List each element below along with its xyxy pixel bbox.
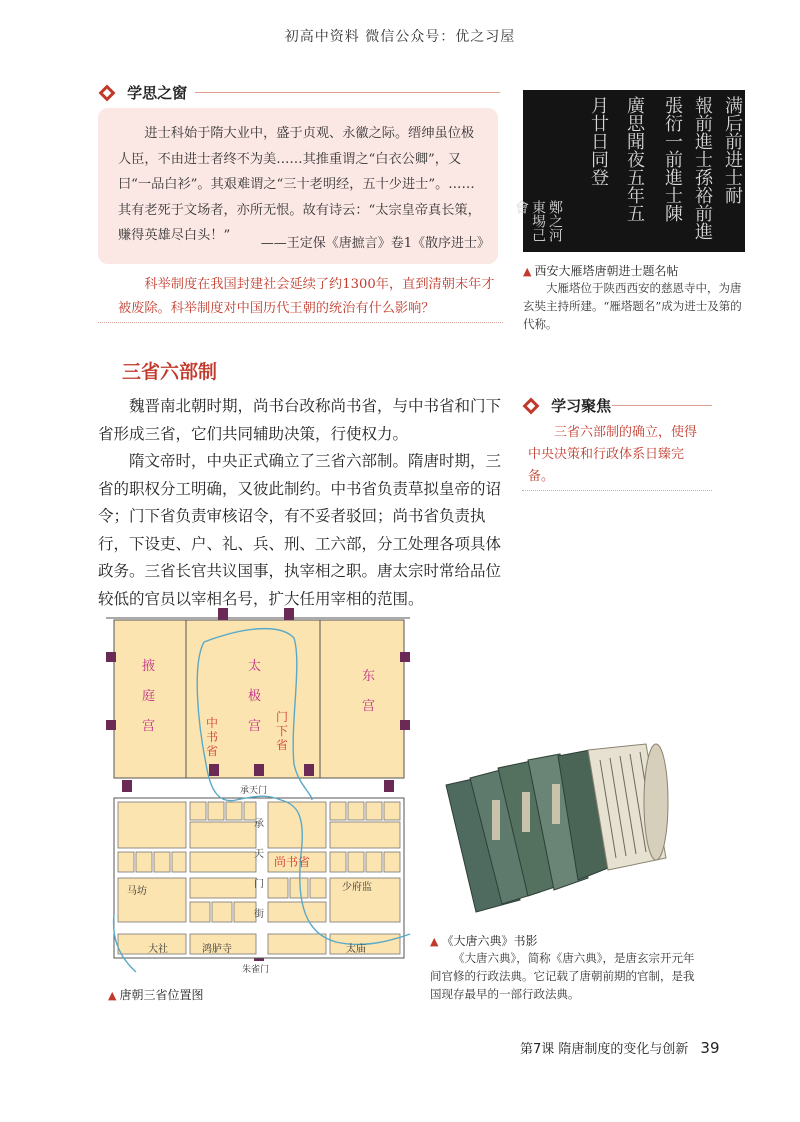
focus-title: 学习聚焦: [551, 397, 612, 415]
page-footer: [520, 1038, 720, 1057]
map-label-shaofujian: 少府监: [342, 882, 372, 893]
tang-liudian-books-image: [440, 740, 680, 915]
think-window-heading: [98, 82, 187, 103]
page-header: 初高中资料 微信公众号：优之习屋: [284, 29, 516, 45]
section-marker-icon: [98, 84, 116, 102]
map-label-shangshu: 尚书省: [274, 855, 311, 869]
stele-caption-text: 西安大雁塔唐朝进士题名帖: [534, 264, 679, 278]
dotted-divider: [98, 322, 503, 323]
stele-column: 張衍一前進士陳: [662, 96, 683, 222]
focus-text: 三省六部制的确立，使得中央决策和行政体系日臻完备。: [528, 425, 698, 484]
body-paragraph-2: 隋文帝时，中央正式确立了三省六部制。隋唐时期，三省的职权分工明确，又彼此制约。中书省负责草拟皇帝的诏令；门下省负责审核诏令，有不妥者驳回；尚书省负责执行，下设吏、户、礼、兵、刑、工六部，分工处理各项具体政务。三省长官共议国事，执宰相之职。唐太宗时常给品位较低的官员以宰相名号，扩大任用宰相的范围。: [98, 452, 502, 608]
map-label-zhuquemen: 朱雀门: [242, 965, 270, 975]
stele-column: 鄭之河東埸己會: [513, 200, 563, 242]
tang-palace-map: [106, 604, 410, 975]
think-window-title: 学思之窗: [127, 84, 188, 102]
stele-caption: [523, 262, 678, 279]
stele-rubbing-image: [513, 90, 745, 252]
quote-text: 进士科始于隋大业中，盛于贞观、永徽之际。缙绅虽位极人臣，不由进士者终不为美……其推重谓之“白衣公卿”，又曰“一品白衫”。其艰难谓之“三十老明经，五十少进士”。……其有老死于文场者，亦所无恨。故有诗云：“太宗皇帝真长策，赚得英雄尽白头！”: [118, 126, 481, 243]
map-label-honglusi: 鸿胪寺: [202, 944, 232, 955]
map-label-yeting: 掖庭宫: [142, 659, 156, 734]
books-description: 《大唐六典》，简称《唐六典》，是唐玄宗开元年间官修的行政法典。它记载了唐朝前期的官制，是我国现存最早的一部行政法典。: [430, 951, 695, 1001]
stele-column: 報前進士孫裕前進: [692, 96, 713, 240]
map-caption-text: 唐朝三省位置图: [119, 988, 204, 1002]
map-label-zhongshu: 中书省: [206, 716, 219, 758]
stele-column: 廣思聞夜五年五: [624, 96, 645, 222]
stele-column: 满后前进士耐: [722, 96, 743, 204]
body-paragraph-1: 魏晋南北朝时期，尚书台改称尚书省，与中书省和门下省形成三省，它们共同辅助决策，行使权力。: [98, 397, 502, 443]
map-label-menxia: 门下省: [276, 710, 289, 752]
map-label-street: 承天门街: [254, 819, 264, 920]
focus-heading: [522, 395, 611, 416]
caption-triangle-icon: ▲: [108, 989, 117, 1002]
page-number: 39: [700, 1039, 720, 1057]
map-label-taimiao: 太庙: [346, 944, 366, 955]
books-caption: [430, 932, 537, 949]
map-label-donggong: 东宫: [362, 669, 376, 714]
books-drawing: [440, 740, 680, 915]
dotted-divider: [522, 490, 712, 491]
lesson-title: 第7课 隋唐制度的变化与创新: [520, 1042, 689, 1057]
map-label-chengtianmen: 承天门: [240, 786, 268, 796]
books-caption-text: 《大唐六典》书影: [441, 934, 538, 948]
caption-triangle-icon: ▲: [430, 935, 439, 948]
heading-rule: [612, 405, 712, 406]
stele-column: 月廿日同登: [588, 96, 609, 186]
heading-rule: [195, 92, 500, 93]
map-label-taiji: 太极宫: [248, 659, 262, 734]
map-label-taishe: 大社: [148, 944, 168, 955]
caption-triangle-icon: ▲: [523, 265, 532, 278]
section-marker-icon: [522, 397, 540, 415]
section-title: 三省六部制: [122, 361, 218, 383]
map-caption: [108, 986, 203, 1003]
quote-source: ——王定保《唐摭言》卷1《散序进士》: [260, 236, 490, 251]
think-question: 科举制度在我国封建社会延续了约1300年，直到清朝末年才被废除。科举制度对中国历代王朝的统治有什么影响？: [118, 277, 495, 316]
map-label-mafang: 马坊: [127, 886, 147, 897]
stele-description: 大雁塔位于陕西西安的慈恩寺中，为唐玄奘主持所建。“雁塔题名”成为进士及第的代称。: [523, 281, 742, 331]
